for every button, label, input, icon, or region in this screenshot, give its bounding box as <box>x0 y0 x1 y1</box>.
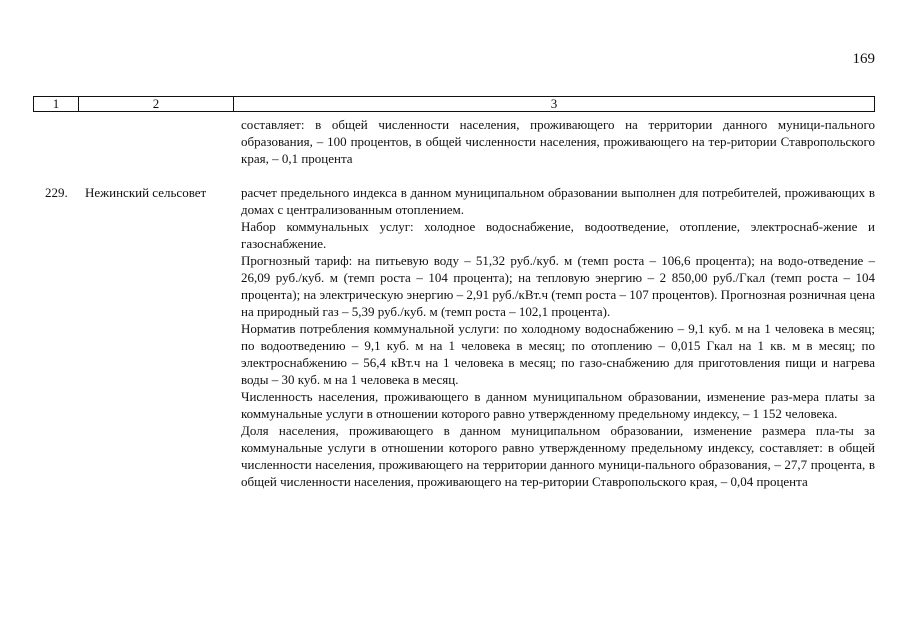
page-number: 169 <box>852 51 875 67</box>
table-header-col-3: 3 <box>550 96 558 111</box>
row-paragraph-index-calculation: расчет предельного индекса в данном муниципальном образовании выполнен для потребителей, проживающих в домах с централизованным отоплением. <box>241 185 875 217</box>
row-text <box>241 116 875 167</box>
row-paragraph: составляет: в общей численности населения, проживающего на территории данного муници-пального образования, – 100 процентов, в общей численности населения, проживающего на тер-ритории Ставропольского края, – 0,1 процента <box>241 117 875 166</box>
table-header-col-1: 1 <box>34 97 79 111</box>
row-paragraph-forecast-tariff: Прогнозный тариф: на питьевую воду – 51,32 руб./куб. м (темп роста – 106,6 процента); на водо-отведение – 26,09 руб./куб. м (темп роста – 104 процента); на тепловую энергию – 2 850,00 руб./Гкал (темп роста – 104 процента); на электрическую энергию – 2,91 руб./кВт.ч (темп роста – 107 процентов). Прогнозная розничная цена на природный газ – 5,39 руб./куб. м (темп роста – 102,1 процента). <box>241 253 875 319</box>
table-header <box>33 96 875 112</box>
row-text <box>241 184 875 490</box>
row-paragraph-population-share: Доля населения, проживающего в данном муниципальном образовании, изменение размера пла-ты за коммунальные услуги в отношении которого равно утвержденному предельному индексу, составляет: в общей численности населения, проживающего на территории данного муници-пального образования, – 27,7 процента, в общей численности населения, проживающего на тер-ритории Ставропольского края, – 0,04 процента <box>241 423 875 489</box>
row-municipality-name: Нежинский сельсовет <box>85 185 207 200</box>
table-header-col-2: 2 <box>79 97 234 111</box>
row-number: 229. <box>45 185 68 200</box>
row-paragraph-services-set: Набор коммунальных услуг: холодное водоснабжение, водоотведение, отопление, электроснаб-жение и газоснабжение. <box>241 219 875 251</box>
row-paragraph-consumption-norm: Норматив потребления коммунальной услуги: по холодному водоснабжению – 9,1 куб. м на 1 человека в месяц; по водоотведению – 9,1 куб. м на 1 человека в месяц; по отоплению – 0,015 Гкал на 1 кв. м в месяц; по электроснабжению – 56,4 кВт.ч на 1 человека в месяц; по газо-снабжению для приготовления пищи и нагрева воды – 30 куб. м на 1 человека в месяц. <box>241 321 875 387</box>
row-paragraph-population: Численность населения, проживающего в данном муниципальном образовании, изменение раз-мера платы за коммунальные услуги в отношении которого равно утвержденному предельному индексу, – 1 152 человека. <box>241 389 875 421</box>
